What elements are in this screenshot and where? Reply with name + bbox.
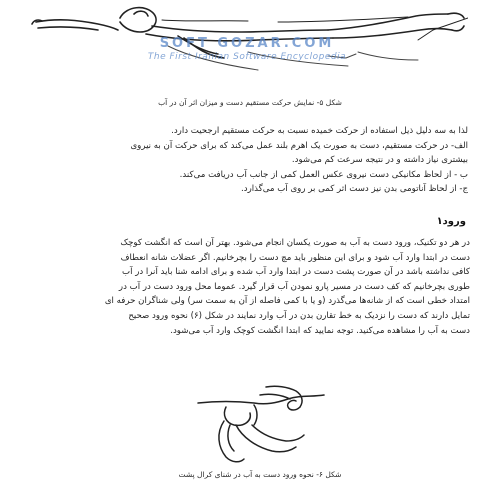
paragraph-reasons: [18, 124, 468, 197]
figure-5-caption: شکل ۵- نمایش حرکت مستقیم دست و میزان اثر آن در آب: [158, 98, 342, 107]
text-line: در هر دو تکنیک، ورود دست به آب به صورت یکسان انجام می‌شود. بهتر آن است که انگشت کوچک: [120, 238, 470, 248]
paragraph-hand-entry: [14, 236, 470, 338]
text-line: امتداد خطی است که از شانه‌ها می‌گذرد (و یا با کمی فاصله از آن به سمت سر) ولی شناگران حرفه ای: [104, 296, 470, 307]
text-line: دست در ابتدا وارد آب شود و برای این منظور باید مچ دست را بچرخانیم. اگر عضلات شانه انعطاف: [120, 252, 470, 263]
text-line: الف- در حرکت مستقیم، دست به صورت یک اهرم بلند عمل می‌کند که برای حرکت آن به نیروی: [130, 140, 468, 151]
figure-6-caption: شکل ۶- نحوه ورود دست به آب در شنای کرال پشت: [178, 470, 342, 479]
text-line: طوری بچرخانیم که کف دست در مسیر پارو نمودن آب قرار گیرد. عموما محل ورود دست در آب در: [118, 281, 470, 292]
text-line: لذا به سه دلیل ذیل استفاده از حرکت خمیده نسبت به حرکت مستقیم ارجحیت دارد.: [171, 126, 468, 136]
text-line: کافی نداشته باشد در آن صورت پشت دست در ابتدا وارد آب شده و برای ادامه شنا باید آنرا در آب: [122, 267, 470, 278]
text-line: دست به آب را مشاهده می‌کنید. توجه نمایید که ابتدا انگشت کوچک وارد آب می‌شود.: [170, 325, 470, 336]
text-line: تمایل دارند که دست را نزدیک به خط تقارن بدن در آب وارد نمایند در شکل (۶) نحوه ورود صحیح: [128, 310, 470, 321]
text-line: بیشتری نیاز داشته و در نتیجه سرعت کم می‌شود.: [291, 155, 468, 166]
watermark-title: SOFT GOZAR.COM: [159, 36, 335, 51]
swimmer-hand-entry-illustration: [196, 381, 326, 467]
section-heading: ورود١: [436, 216, 466, 227]
text-line: ب - از لحاظ مکانیکی دست نیروی عکس العمل کمی از جانب آب دریافت می‌کند.: [179, 169, 468, 180]
watermark-subtitle: The First Iranian Software Encyclopedia: [147, 52, 347, 62]
text-line: ج- از لحاظ آناتومی بدن نیز دست اثر کمی بر روی آب می‌گذارد.: [241, 184, 468, 195]
